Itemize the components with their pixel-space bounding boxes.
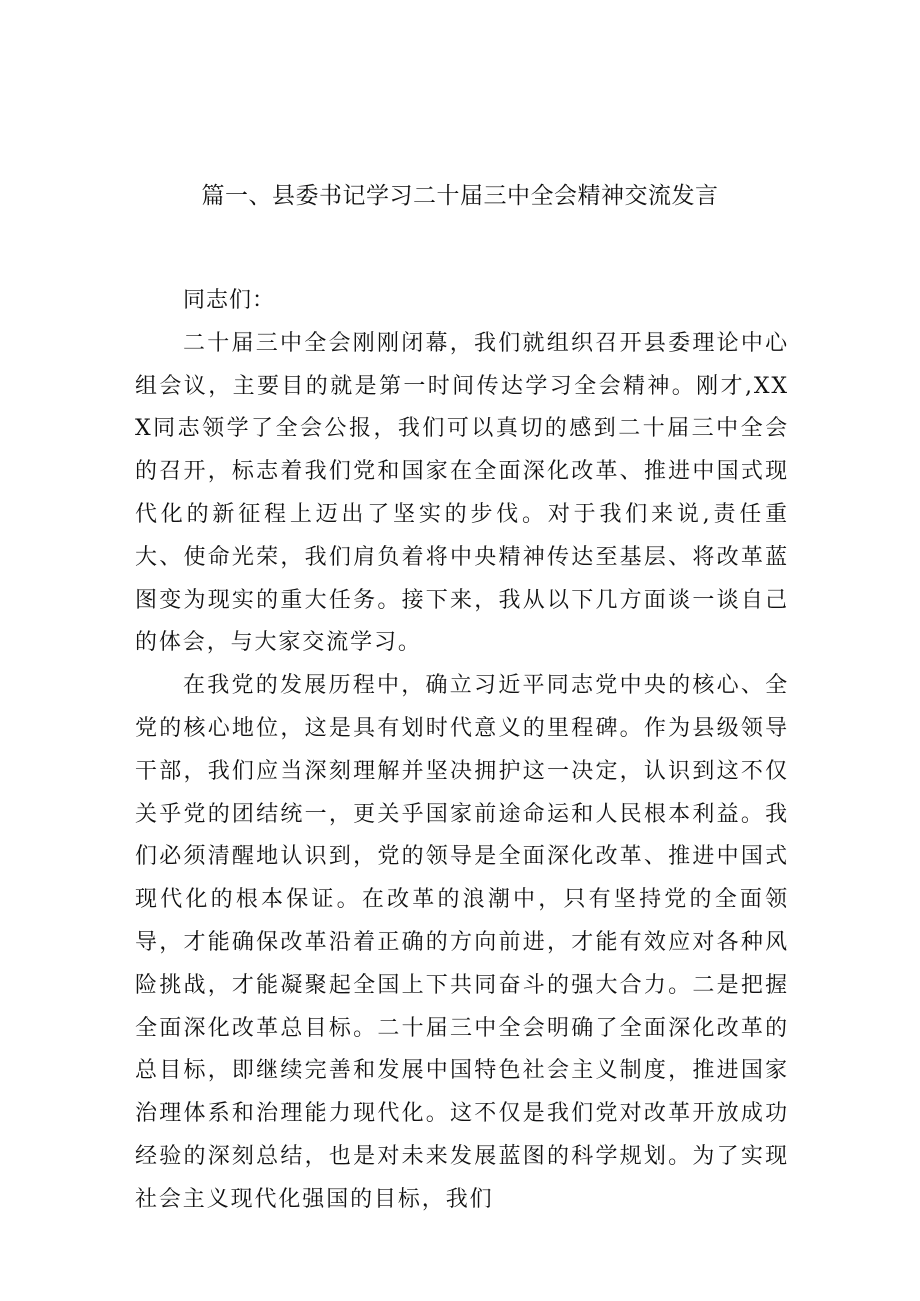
- document-title: 篇一、县委书记学习二十届三中全会精神交流发言: [201, 183, 719, 209]
- document-body: [135, 280, 789, 1222]
- salutation: 同志们：: [183, 288, 276, 313]
- paragraph-1: 二十届三中全会刚刚闭幕，我们就组织召开县委理论中心组会议，主要目的就是第一时间传达学习全会精神。刚才,XXX同志领学了全会公报，我们可以真切的感到二十届三中全会的召开，标志着我们党和国家在全面深化改革、推进中国式现代化的新征程上迈出了坚实的步伐。对于我们来说,责任重大、使命光荣，我们肩负着将中央精神传达至基层、将改革蓝图变为现实的重大任务。接下来，我从以下几方面谈一谈自己的体会，与大家交流学习。: [135, 330, 789, 656]
- paragraph-2: 在我党的发展历程中，确立习近平同志党中央的核心、全党的核心地位，这是具有划时代意义的里程碑。作为县级领导干部，我们应当深刻理解并坚决拥护这一决定，认识到这不仅关乎党的团结统一，更关乎国家前途命运和人民根本利益。我们必须清醒地认识到，党的领导是全面深化改革、推进中国式现代化的根本保证。在改革的浪潮中，只有坚持党的全面领导，才能确保改革沿着正确的方向前进，才能有效应对各种风险挑战，才能凝聚起全国上下共同奋斗的强大合力。二是把握全面深化改革总目标。二十届三中全会明确了全面深化改革的总目标，即继续完善和发展中国特色社会主义制度，推进国家治理体系和治理能力现代化。这不仅是我们党对改革开放成功经验的深刻总结，也是对未来发展蓝图的科学规划。为了实现社会主义现代化强国的目标，我们: [135, 673, 789, 1212]
